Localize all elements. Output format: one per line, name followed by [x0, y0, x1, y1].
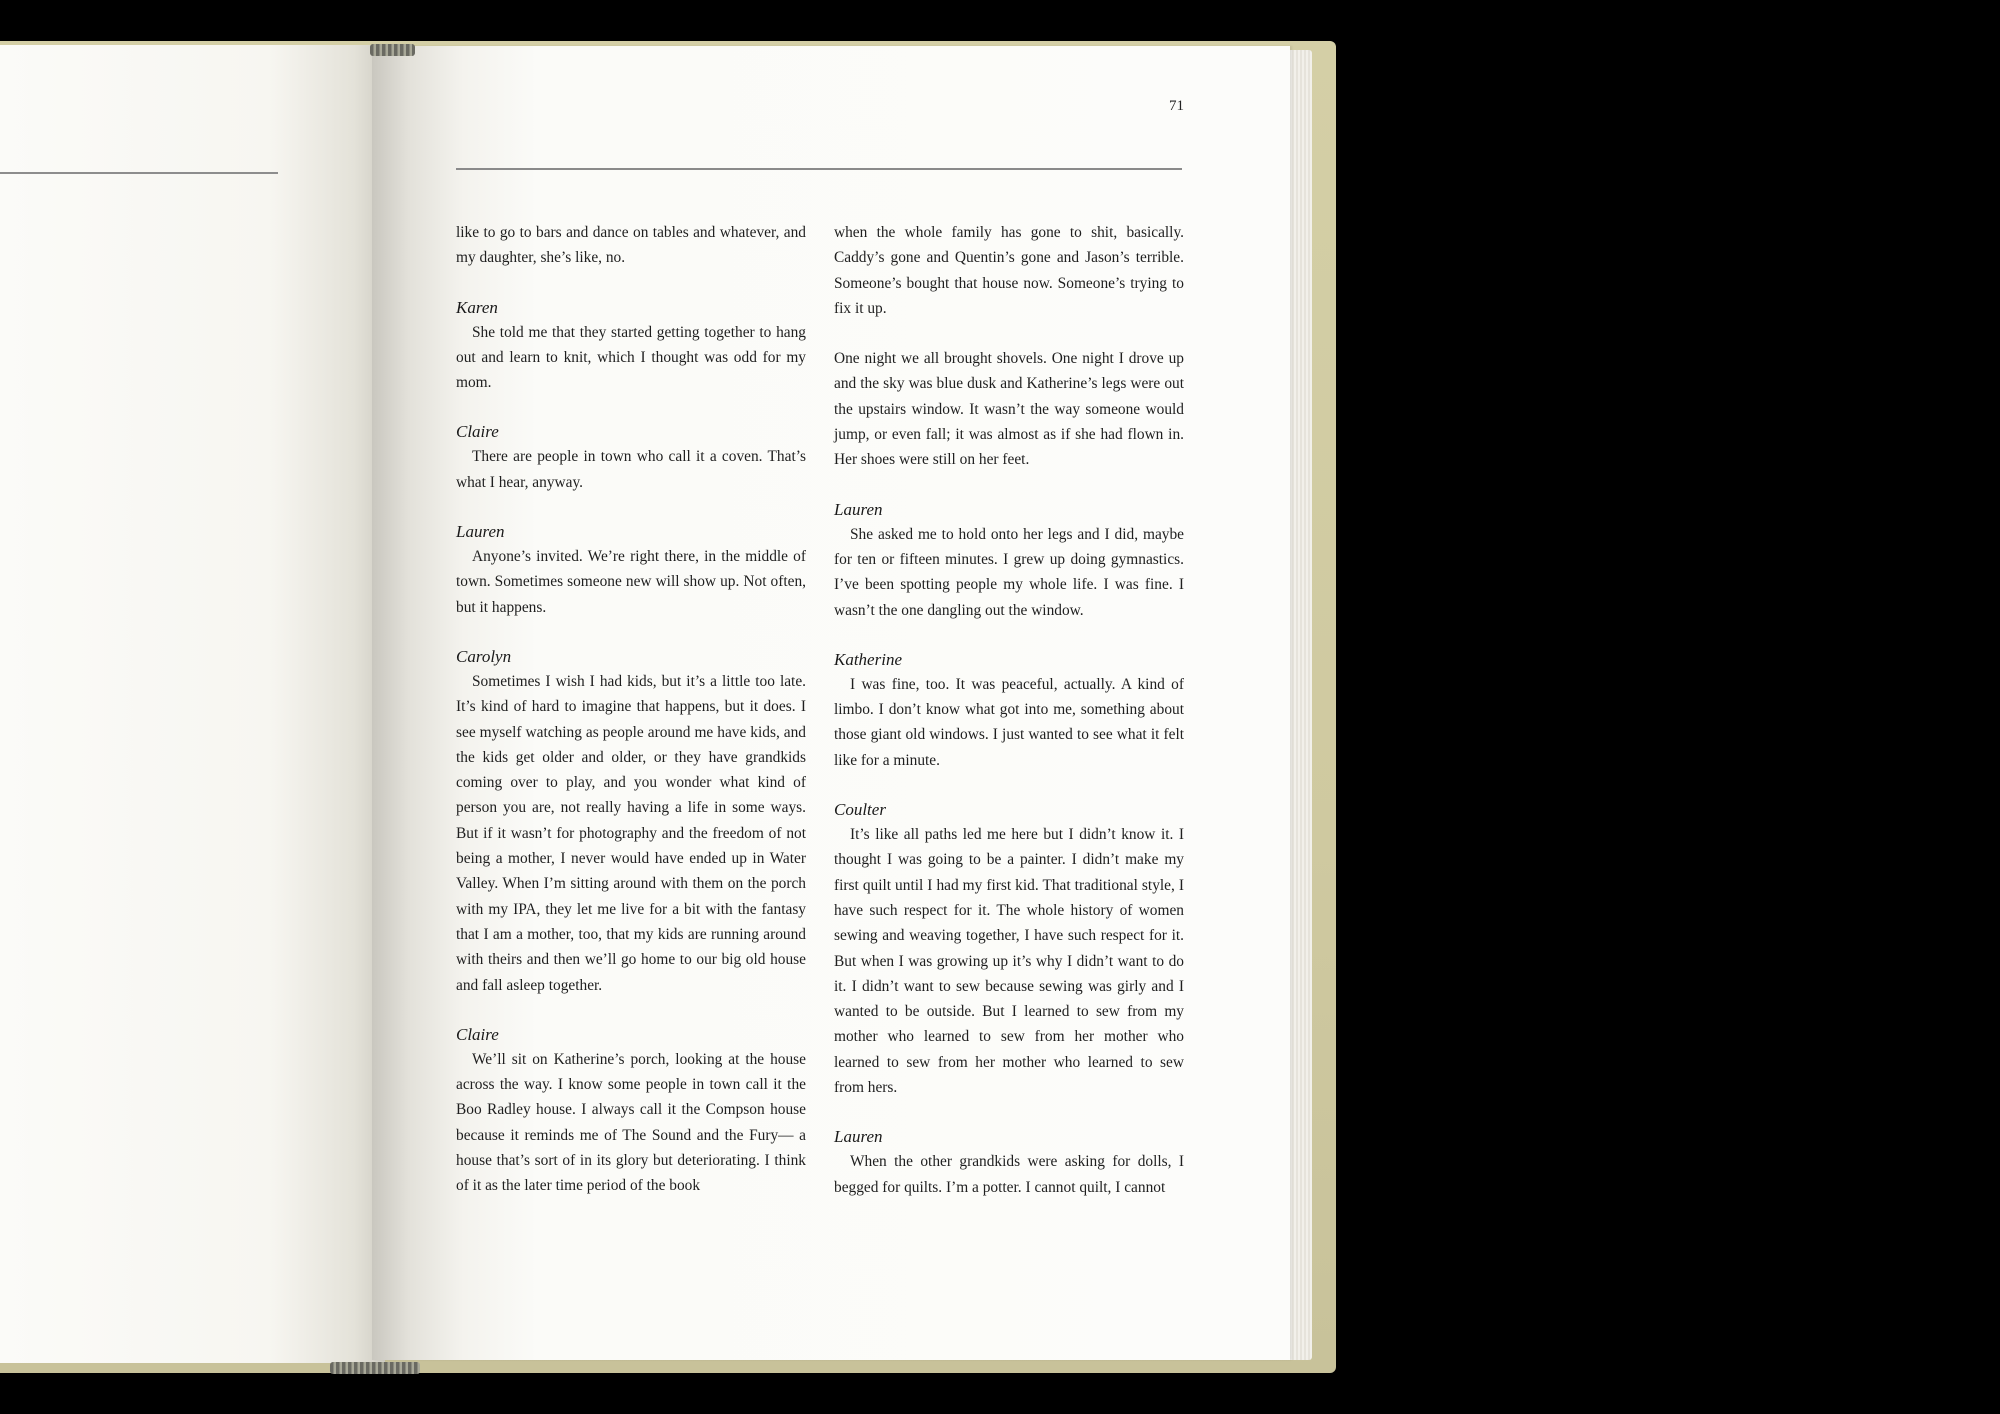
speaker-name: Coulter	[834, 800, 886, 820]
right-text-column	[834, 220, 1184, 1200]
page-number: 71	[1169, 98, 1184, 114]
paragraph: Anyone’s invited. We’re right there, in the middle of town. Sometimes someone new will show up. Not often, but it happens.	[456, 548, 806, 616]
paragraph: It’s like all paths led me here but I didn’t know it. I thought I was going to be a painter. I didn’t make my first quilt until I had my first kid. That traditional style, I have such respect for it. The whole history of women sewing and weaving together, I have such respect for it. But when I was growing up it’s why I didn’t want to do it. I didn’t want to sew because sewing was girly and I wanted to be outside. But I learned to sew from my mother who learned to sew from her mother who learned to sew from her mother who learned to sew from hers.	[834, 826, 1184, 1097]
paragraph: like to go to bars and dance on tables and whatever, and my daughter, she’s like, no.	[456, 224, 806, 267]
paragraph: She told me that they started getting together to hang out and learn to knit, which I thought was odd for my mom.	[456, 323, 806, 392]
left-header-rule	[0, 172, 278, 174]
paragraph: There are people in town who call it a coven. That’s what I hear, anyway.	[456, 448, 806, 491]
paragraph: We’ll sit on Katherine’s porch, looking at the house across the way. I know some people in town call it the Boo Radley house. I always call it the Compson house because it reminds me of The Sound and the Fury— a house that’s sort of in its glory but deteriorating. I think of it as the later time period of the book	[456, 1050, 806, 1195]
paragraph: When the other grandkids were asking for dolls, I begged for quilts. I’m a potter. I cannot quilt, I cannot	[834, 1153, 1184, 1196]
left-page	[0, 45, 385, 1363]
left-text-column	[456, 220, 806, 1199]
speaker-name: Katherine	[834, 649, 902, 669]
paragraph: Sometimes I wish I had kids, but it’s a little too late. It’s kind of hard to imagine that happens, but it does. I see myself watching as people around me have kids, and the kids get older and older, or they have grandkids coming over to play, and you wonder what kind of person you are, not really having a life in some ways. But if it wasn’t for photography and the freedom of not being a mother, I never would have ended up in Water Valley. When I’m sitting around with them on the porch with my IPA, they let me live for a bit with the fantasy that I am a mother, too, that my kids are running around with theirs and then we’ll go home to our big old house and fall asleep together.	[456, 672, 806, 994]
speaker-name: Claire	[456, 422, 499, 442]
speaker-name: Lauren	[834, 499, 883, 519]
speaker-name: Claire	[456, 1024, 499, 1044]
speaker-name: Carolyn	[456, 646, 512, 666]
speaker-name: Karen	[456, 297, 498, 317]
header-rule	[456, 168, 1182, 170]
headband-bottom	[330, 1362, 420, 1374]
paragraph-gap	[834, 321, 1184, 346]
speaker-name: Lauren	[834, 1127, 883, 1147]
paragraph: when the whole family has gone to shit, basically. Caddy’s gone and Quentin’s gone and Jason’s terrible. Someone’s bought that house now. Someone’s trying to fix it up.	[834, 224, 1184, 317]
paragraph: She asked me to hold onto her legs and I did, maybe for ten or fifteen minutes. I grew up doing gymnastics. I’ve been spotting people my whole life. I was fine. I wasn’t the one dangling out the window.	[834, 525, 1184, 619]
paragraph: I was fine, too. It was peaceful, actually. A kind of limbo. I don’t know what got into me, something about those giant old windows. I just wanted to see what it felt like for a minute.	[834, 675, 1184, 769]
paragraph: One night we all brought shovels. One night I drove up and the sky was blue dusk and Katherine’s legs were out the upstairs window. It wasn’t the way someone would jump, or even fall; it was almost as if she had flown in. Her shoes were still on her feet.	[834, 350, 1184, 469]
speaker-name: Lauren	[456, 522, 505, 542]
headband-top	[370, 44, 415, 56]
